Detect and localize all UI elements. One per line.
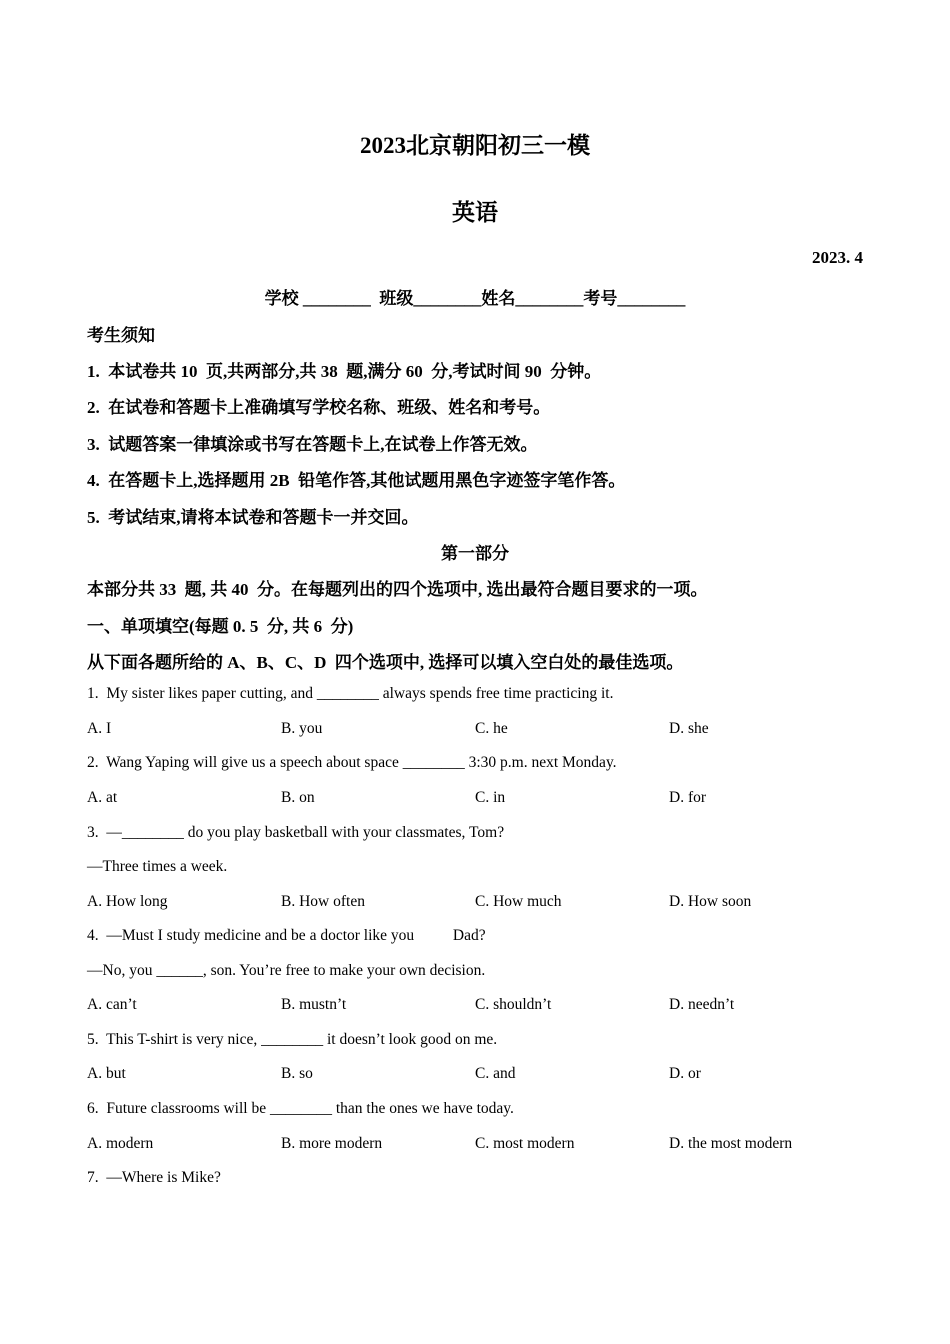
question-stem: 4. —Must I study medicine and be a doctor like you Dad? — [87, 927, 486, 944]
option-c: C. most modern — [475, 1135, 575, 1152]
option-b: B. you — [281, 720, 323, 737]
option-d: D. she — [669, 720, 709, 737]
option-a: A. but — [87, 1065, 126, 1082]
question-answer-line: —Three times a week. — [87, 858, 228, 875]
option-d: D. or — [669, 1065, 701, 1082]
question-answer-line: —No, you ______, son. You’re free to make your own decision. — [87, 962, 486, 979]
question-stem: 1. My sister likes paper cutting, and ________ always spends free time practicing it. — [87, 685, 614, 702]
option-b: B. so — [281, 1065, 313, 1082]
option-b: B. more modern — [281, 1135, 383, 1152]
option-c: C. he — [475, 720, 508, 737]
option-c: C. How much — [475, 893, 562, 910]
option-d: D. for — [669, 789, 707, 806]
notice-item: 4. 在答题卡上,选择题用 2B 铅笔作答,其他试题用黑色字迹签字笔作答。 — [87, 471, 626, 490]
option-a: A. can’t — [87, 996, 137, 1013]
notice-item: 2. 在试卷和答题卡上准确填写学校名称、班级、姓名和考号。 — [87, 398, 551, 417]
option-b: B. on — [281, 789, 315, 806]
notice-heading: 考生须知 — [87, 326, 155, 345]
subject-title: 英语 — [452, 200, 498, 225]
question-stem: 3. —________ do you play basketball with your classmates, Tom? — [87, 824, 505, 841]
option-a: A. at — [87, 789, 118, 806]
option-c: C. and — [475, 1065, 516, 1082]
option-c: C. in — [475, 789, 506, 806]
option-d: D. needn’t — [669, 996, 735, 1013]
section-title: 一、单项填空(每题 0. 5 分, 共 6 分) — [87, 617, 354, 636]
exam-date: 2023. 4 — [812, 248, 863, 267]
exam-title: 2023北京朝阳初三一模 — [360, 133, 590, 158]
part-heading: 第一部分 — [441, 544, 509, 563]
option-b: B. How often — [281, 893, 365, 910]
option-c: C. shouldn’t — [475, 996, 552, 1013]
question-stem: 2. Wang Yaping will give us a speech about space ________ 3:30 p.m. next Monday. — [87, 754, 617, 771]
part-intro: 本部分共 33 题, 共 40 分。在每题列出的四个选项中, 选出最符合题目要求的一项。 — [87, 580, 708, 599]
notice-item: 3. 试题答案一律填涂或书写在答题卡上,在试卷上作答无效。 — [87, 435, 538, 454]
notice-item: 1. 本试卷共 10 页,共两部分,共 38 题,满分 60 分,考试时间 90 分钟。 — [87, 362, 602, 381]
student-info-line: 学校 ________ 班级________姓名________考号________ — [264, 289, 686, 308]
question-stem: 6. Future classrooms will be ________ than the ones we have today. — [87, 1100, 514, 1117]
notice-item: 5. 考试结束,请将本试卷和答题卡一并交回。 — [87, 508, 419, 527]
option-b: B. mustn’t — [281, 996, 347, 1013]
option-a: A. I — [87, 720, 112, 737]
question-stem: 7. —Where is Mike? — [87, 1169, 221, 1186]
option-d: D. the most modern — [669, 1135, 793, 1152]
question-stem: 5. This T-shirt is very nice, ________ it doesn’t look good on me. — [87, 1031, 498, 1048]
option-a: A. modern — [87, 1135, 154, 1152]
option-a: A. How long — [87, 893, 168, 910]
option-d: D. How soon — [669, 893, 752, 910]
section-instruction: 从下面各题所给的 A、B、C、D 四个选项中, 选择可以填入空白处的最佳选项。 — [87, 653, 684, 672]
